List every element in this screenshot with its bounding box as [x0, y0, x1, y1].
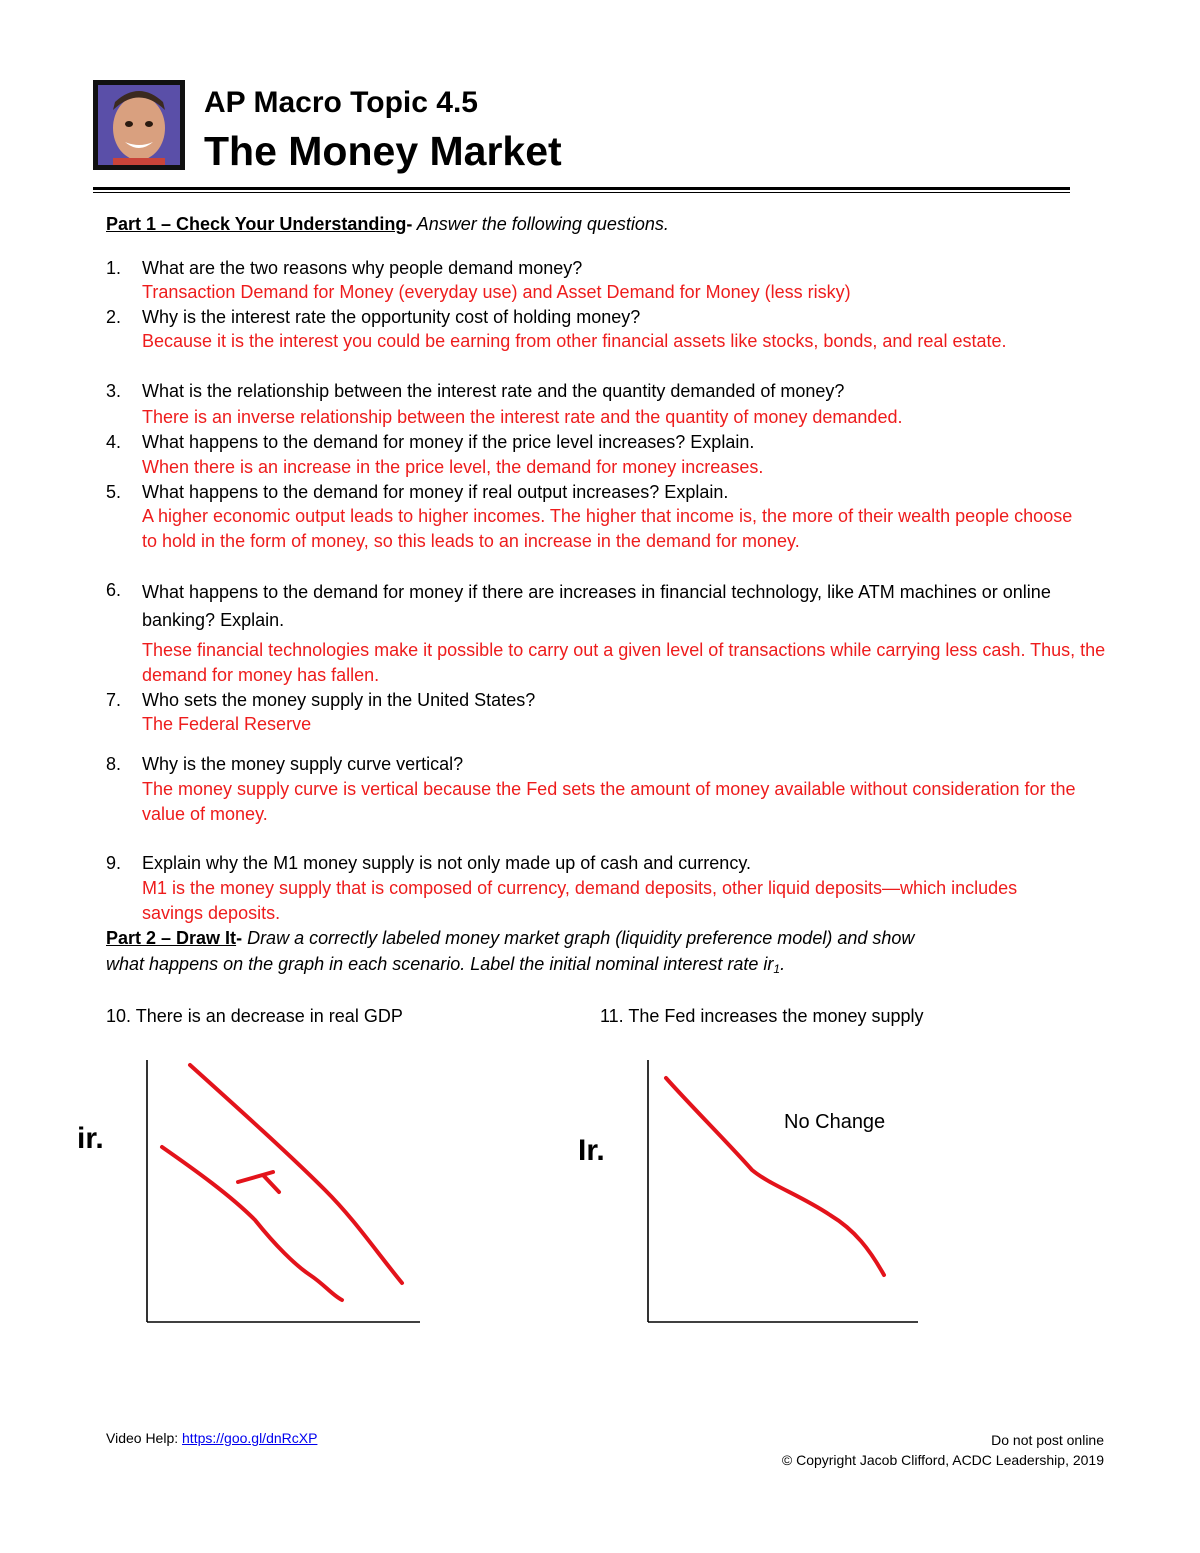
decreased-money-demand-curve [162, 1147, 342, 1300]
question-number: 4. [106, 432, 122, 452]
graph-10-caption: 10. There is an decrease in real GDP [106, 1006, 403, 1026]
question-number: 9. [106, 853, 122, 873]
graph-10 [70, 1050, 440, 1340]
question-text: What are the two reasons why people demand money? [142, 258, 583, 278]
axis-label-ir: ir. [77, 1122, 104, 1155]
part1-heading: Part 1 – Check Your Understanding [106, 214, 407, 234]
question-text: What happens to the demand for money if real output increases? Explain. [142, 482, 729, 502]
money-demand-curve [666, 1078, 884, 1275]
answer-6: These financial technologies make it possible to carry out a given level of transactions while carrying less cash. Thus, the demand for money has fallen. [142, 640, 1106, 685]
topic-label: AP Macro Topic 4.5 [204, 86, 478, 119]
part2-instruction-line2 [106, 952, 785, 981]
video-help [106, 1430, 317, 1446]
title-rule-thin [93, 192, 1070, 193]
initial-money-demand-curve [190, 1065, 402, 1283]
answer-4: When there is an increase in the price level, the demand for money increases. [142, 457, 764, 477]
question-6 [106, 578, 1106, 630]
shift-arrow-icon [238, 1172, 279, 1192]
ir-subscript: 1 [773, 962, 781, 976]
title-rule [93, 187, 1070, 190]
author-photo [93, 80, 185, 170]
question-number: 1. [106, 258, 122, 278]
question-5 [106, 480, 1106, 504]
part1-dash: - [406, 214, 413, 234]
part2-heading-line [106, 926, 914, 950]
answer-7: The Federal Reserve [142, 714, 312, 734]
question-3 [106, 379, 1106, 403]
question-text: Why is the interest rate the opportunity cost of holding money? [142, 307, 641, 327]
question-text: What happens to the demand for money if there are increases in financial technology, like ATM machines or online banking? Explain. [142, 582, 1051, 630]
question-number: 2. [106, 307, 122, 327]
video-help-link[interactable]: https://goo.gl/dnRcXP [182, 1430, 318, 1446]
answer-8: The money supply curve is vertical because the Fed sets the amount of money available without consideration for the value of money. [142, 779, 1076, 824]
do-not-post-notice: Do not post online [991, 1432, 1104, 1448]
question-8 [106, 752, 1106, 776]
no-change-note: No Change [784, 1111, 886, 1133]
graph-11 [570, 1050, 940, 1340]
answer-2: Because it is the interest you could be earning from other financial assets like stocks, bonds, and real estate. [142, 331, 1007, 351]
question-9 [106, 851, 1106, 875]
part2-period: . [780, 954, 786, 974]
graph-11-caption: 11. The Fed increases the money supply [600, 1006, 924, 1026]
copyright: © Copyright Jacob Clifford, ACDC Leadership, 2019 [781, 1452, 1104, 1468]
question-number: 7. [106, 690, 122, 710]
part2-instruction-2: what happens on the graph in each scenario. Label the initial nominal interest rate ir [106, 954, 774, 974]
question-text: What happens to the demand for money if the price level increases? Explain. [142, 432, 755, 452]
part2-heading: Part 2 – Draw It [106, 928, 237, 948]
page-title: The Money Market [204, 128, 562, 174]
part2-dash: - [236, 928, 243, 948]
question-2 [106, 305, 1106, 329]
question-number: 6. [106, 580, 122, 600]
question-1 [106, 256, 1106, 280]
question-number: 8. [106, 754, 122, 774]
question-text: Who sets the money supply in the United States? [142, 690, 536, 710]
axis-label-ir: Ir. [578, 1134, 605, 1167]
question-7 [106, 688, 1106, 712]
question-4 [106, 430, 1106, 454]
question-text: Explain why the M1 money supply is not only made up of cash and currency. [142, 853, 751, 873]
answer-5: A higher economic output leads to higher incomes. The higher that income is, the more of their wealth people choose to hold in the form of money, so this leads to an increase in the demand for money. [142, 506, 1073, 551]
question-number: 3. [106, 381, 122, 401]
answer-3: There is an inverse relationship between the interest rate and the quantity of money demanded. [142, 407, 903, 427]
question-number: 5. [106, 482, 122, 502]
video-help-label: Video Help: [106, 1430, 183, 1446]
question-text: What is the relationship between the interest rate and the quantity demanded of money? [142, 381, 845, 401]
question-text: Why is the money supply curve vertical? [142, 754, 464, 774]
part2-instruction: Draw a correctly labeled money market graph (liquidity preference model) and show [242, 928, 915, 948]
part1-instruction: Answer the following questions. [412, 214, 669, 234]
answer-1: Transaction Demand for Money (everyday use) and Asset Demand for Money (less risky) [142, 282, 851, 302]
part1-heading-line [106, 212, 669, 236]
answer-9: M1 is the money supply that is composed of currency, demand deposits, other liquid deposits—which includes savings deposits. [142, 878, 1018, 923]
